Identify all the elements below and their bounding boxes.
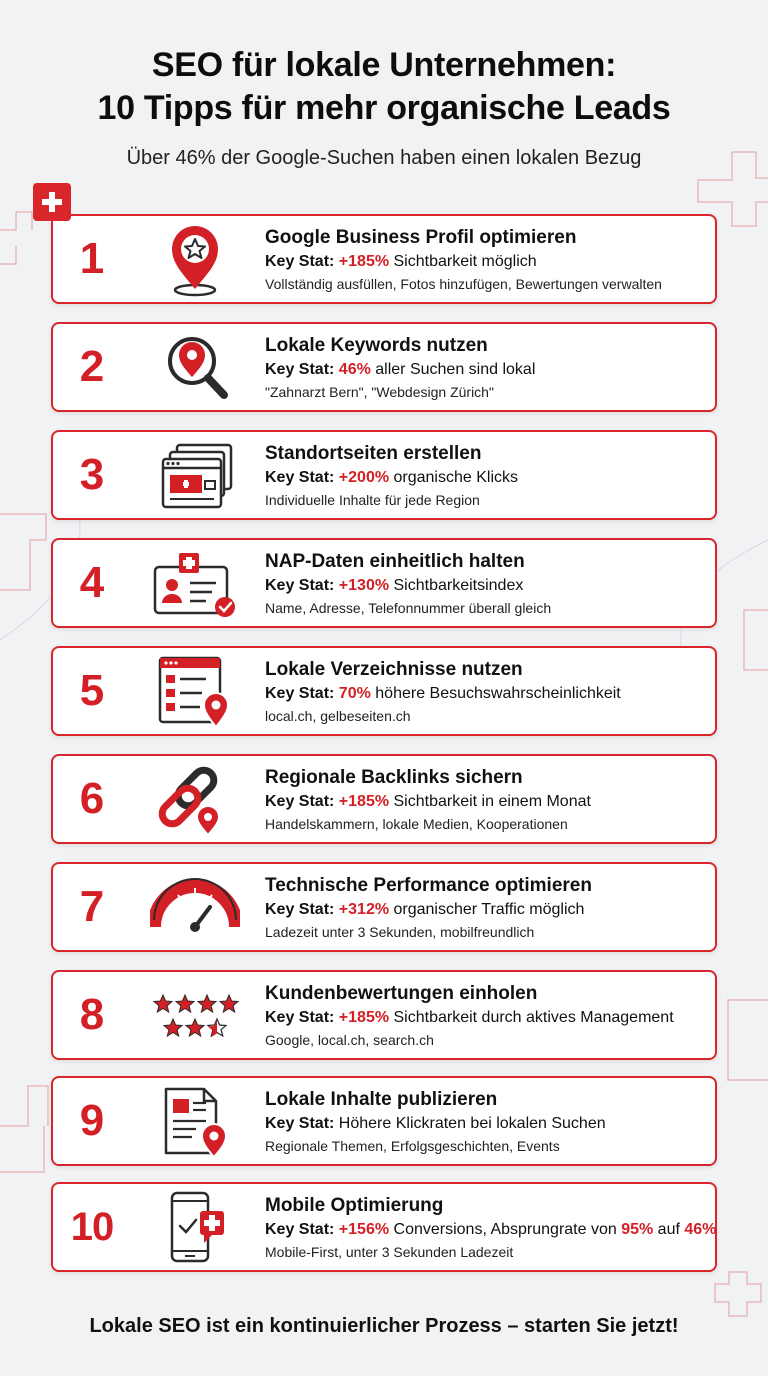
tip-description: Regionale Themen, Erfolgsgeschichten, Events (265, 1138, 560, 1154)
tip-description: Name, Adresse, Telefonnummer überall gleich (265, 600, 552, 616)
tip-card-10 (51, 1182, 717, 1272)
key-stat-label: Key Stat: (265, 253, 339, 270)
key-stat-text: Sichtbarkeitsindex (389, 577, 524, 594)
key-stat-value: +185% (338, 793, 390, 810)
key-stat-label: Key Stat: (265, 685, 339, 702)
key-stat-label: Key Stat: (265, 1115, 339, 1132)
star-rating-icon (150, 977, 240, 1053)
key-stat-text: Sichtbarkeit in einem Monat (389, 793, 591, 810)
tip-stat (265, 1113, 713, 1135)
tip-description: Vollständig ausfüllen, Fotos hinzufügen, Bewertungen verwalten (265, 276, 662, 292)
tip-title: Kundenbewertungen einholen (265, 983, 538, 1004)
tip-number: 9 (79, 1096, 105, 1145)
tip-title: Google Business Profil optimieren (265, 227, 577, 248)
tip-stat (265, 683, 713, 705)
key-stat-value: 95% (621, 1221, 654, 1238)
tip-number: 1 (79, 234, 105, 283)
tip-card-9 (51, 1076, 717, 1166)
tip-title: Standortseiten erstellen (265, 443, 482, 464)
page-subtitle: Über 46% der Google-Suchen haben einen lokalen Bezug (126, 147, 642, 169)
key-stat-text: Höhere Klickraten bei lokalen Suchen (338, 1115, 606, 1132)
key-stat-value: 46% (338, 361, 371, 378)
tip-card-5 (51, 646, 717, 736)
tip-stat (265, 1007, 713, 1029)
tip-stat (265, 575, 713, 597)
key-stat-value: +312% (338, 901, 390, 918)
key-stat-label: Key Stat: (265, 469, 339, 486)
key-stat-text: organischer Traffic möglich (389, 901, 585, 918)
tip-stat (265, 899, 713, 921)
key-stat-text: organische Klicks (389, 469, 519, 486)
tip-stat (265, 251, 713, 273)
tip-title: Technische Performance optimieren (265, 875, 592, 896)
key-stat-value: 70% (338, 685, 371, 702)
tip-card-4 (51, 538, 717, 628)
browser-pages-icon (150, 437, 240, 513)
contact-card-icon (150, 545, 240, 621)
tip-description: Handelskammern, lokale Medien, Kooperationen (265, 816, 568, 832)
key-stat-text: Conversions, Absprungrate von (389, 1221, 622, 1238)
tip-title: Regionale Backlinks sichern (265, 767, 523, 788)
tip-card-3 (51, 430, 717, 520)
key-stat-text: Sichtbarkeit durch aktives Management (389, 1009, 674, 1026)
tip-number: 7 (79, 882, 105, 931)
key-stat-text: aller Suchen sind lokal (370, 361, 536, 378)
key-stat-value: +130% (338, 577, 390, 594)
document-pin-icon (150, 1083, 240, 1159)
chain-link-pin-icon (150, 761, 240, 837)
key-stat-label: Key Stat: (265, 901, 339, 918)
tip-stat (265, 791, 713, 813)
tip-number: 2 (79, 342, 105, 391)
key-stat-value: +185% (338, 253, 390, 270)
tip-description: Mobile-First, unter 3 Sekunden Ladezeit (265, 1244, 514, 1260)
swiss-cross-icon (33, 183, 71, 221)
key-stat-value: 46% (684, 1221, 717, 1238)
tip-stat (265, 467, 713, 489)
tip-number: 10 (70, 1204, 114, 1249)
key-stat-label: Key Stat: (265, 577, 339, 594)
tip-card-8 (51, 970, 717, 1060)
key-stat-label: Key Stat: (265, 1221, 339, 1238)
tip-stat (265, 359, 713, 381)
tip-description: local.ch, gelbeseiten.ch (265, 708, 411, 724)
directory-list-pin-icon (150, 653, 240, 729)
tip-number: 4 (79, 558, 105, 607)
tip-description: "Zahnarzt Bern", "Webdesign Zürich" (265, 384, 494, 400)
key-stat-label: Key Stat: (265, 793, 339, 810)
key-stat-value: +185% (338, 1009, 390, 1026)
tip-title: Mobile Optimierung (265, 1195, 444, 1216)
tip-number: 6 (79, 774, 105, 823)
tip-title: Lokale Inhalte publizieren (265, 1089, 498, 1110)
tip-number: 5 (79, 666, 105, 715)
key-stat-value: +200% (338, 469, 390, 486)
footer-call-to-action: Lokale SEO ist ein kontinuierlicher Prozess – starten Sie jetzt! (89, 1315, 679, 1337)
key-stat-text: auf (653, 1221, 685, 1238)
key-stat-label: Key Stat: (265, 361, 339, 378)
key-stat-label: Key Stat: (265, 1009, 339, 1026)
tip-title: NAP-Daten einheitlich halten (265, 551, 525, 572)
tip-card-6 (51, 754, 717, 844)
key-stat-text: höhere Besuchswahrscheinlichkeit (370, 685, 621, 702)
title-line-2: 10 Tipps für mehr organische Leads (97, 89, 671, 127)
magnifier-pin-icon (150, 329, 240, 405)
title-line-1: SEO für lokale Unternehmen: (151, 46, 617, 84)
tip-stat (265, 1219, 717, 1241)
tip-description: Google, local.ch, search.ch (265, 1032, 434, 1048)
tip-description: Ladezeit unter 3 Sekunden, mobilfreundlich (265, 924, 535, 940)
page-title (0, 44, 768, 130)
tip-card-2 (51, 322, 717, 412)
key-stat-value: +156% (338, 1221, 390, 1238)
tip-card-7 (51, 862, 717, 952)
location-pin-star-icon (150, 221, 240, 297)
tip-description: Individuelle Inhalte für jede Region (265, 492, 480, 508)
mobile-phone-icon (150, 1189, 240, 1265)
tip-number: 3 (79, 450, 105, 499)
tip-number: 8 (79, 990, 105, 1039)
tip-title: Lokale Verzeichnisse nutzen (265, 659, 523, 680)
tip-card-1 (51, 214, 717, 304)
speedometer-icon (150, 869, 240, 945)
key-stat-text: Sichtbarkeit möglich (389, 253, 537, 270)
tip-title: Lokale Keywords nutzen (265, 335, 488, 356)
